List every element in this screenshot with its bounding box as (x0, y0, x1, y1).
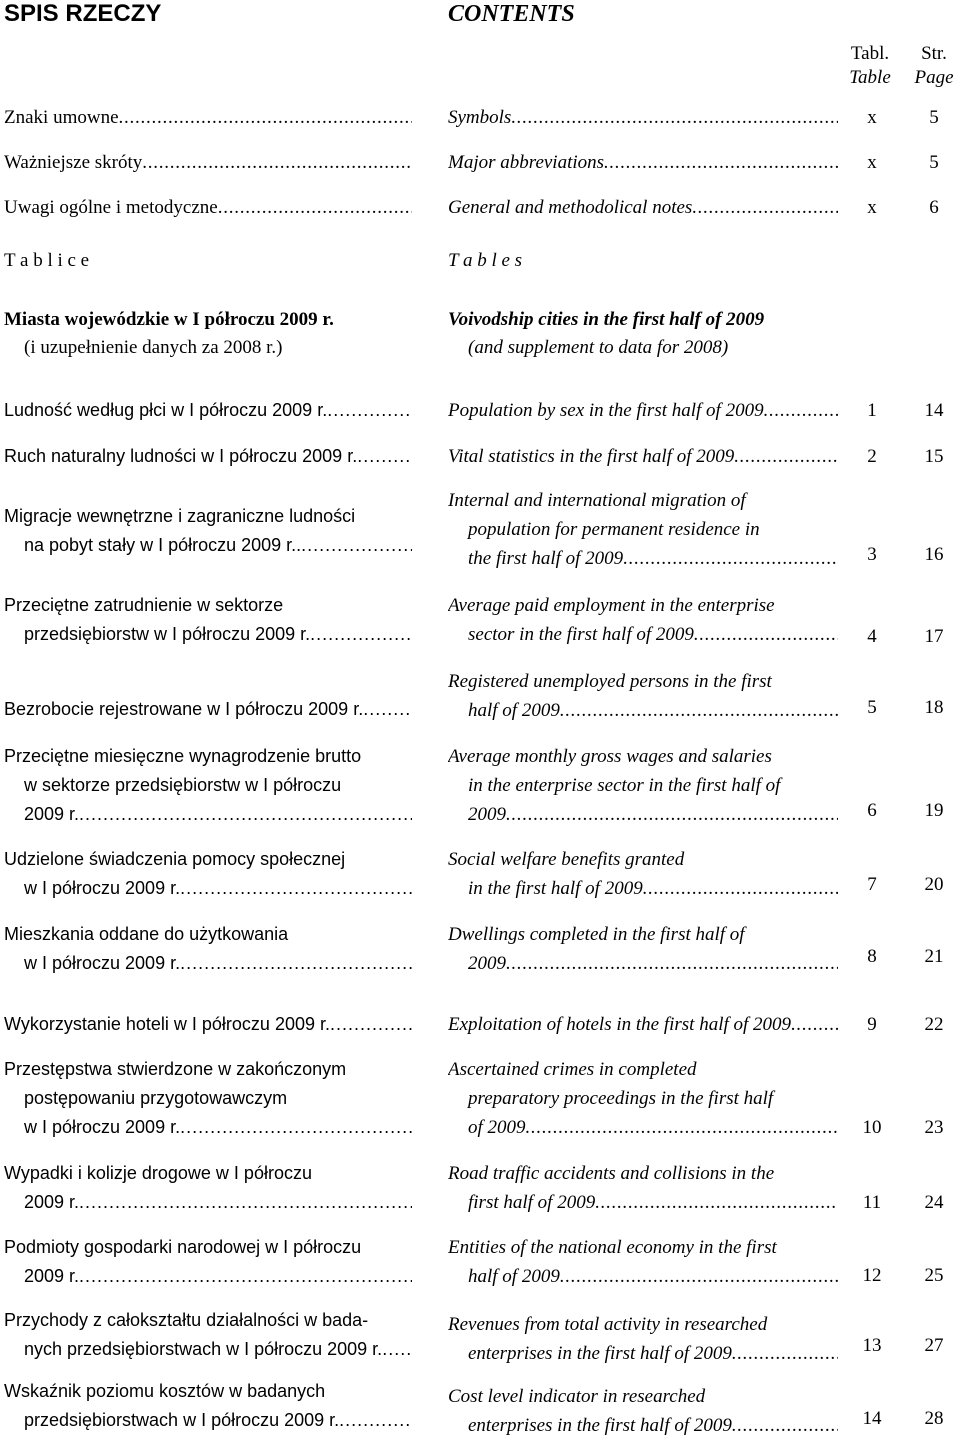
entry-pl-13[interactable] (4, 1306, 412, 1364)
entry-pl-11-line (4, 1159, 412, 1188)
entry-en-9-line (448, 1010, 838, 1039)
entry-pl-10-text: postępowaniu przygotowawczym (24, 1088, 288, 1108)
entry-pl-14[interactable] (4, 1377, 412, 1435)
entry-en-12[interactable] (448, 1233, 838, 1291)
table-number[interactable]: 4 (867, 626, 877, 647)
entry-pl-5[interactable] (4, 695, 412, 724)
dot-leader (694, 620, 838, 649)
intro-en-line (448, 103, 838, 132)
column-head-page (904, 42, 960, 90)
dot-leader (604, 148, 838, 177)
entry-pl-9-line (4, 1010, 412, 1039)
entry-en-8[interactable] (448, 920, 838, 978)
section-heading-en-line2: (and supplement to data for 2008) (468, 337, 729, 358)
page-number[interactable]: 17 (924, 626, 944, 647)
page-number[interactable]: 28 (924, 1408, 944, 1429)
intro-en-2[interactable] (448, 193, 838, 222)
entry-en-6-text: Average monthly gross wages and salaries (448, 746, 772, 767)
entry-en-8-text: 2009 (468, 953, 506, 974)
dot-leader (506, 949, 838, 978)
table-number[interactable]: 10 (862, 1117, 882, 1138)
entry-en-14-text: Cost level indicator in researched (448, 1386, 706, 1407)
dot-leader (142, 148, 412, 177)
intro-pl-2-line (4, 193, 412, 222)
entry-pl-9[interactable] (4, 1010, 412, 1039)
entry-pl-10-line (4, 1055, 412, 1084)
entry-en-14-line (448, 1382, 838, 1411)
page-number[interactable]: 5 (929, 152, 939, 173)
dot-leader (330, 1010, 412, 1039)
entry-en-4-line (448, 591, 838, 620)
page-number[interactable]: 16 (924, 544, 944, 565)
dot-leader (511, 103, 838, 132)
entry-en-9[interactable] (448, 1010, 838, 1039)
entry-pl-12-text: 2009 r. (24, 1266, 80, 1286)
table-number[interactable]: x (867, 107, 877, 128)
entry-pl-8-line (4, 949, 412, 978)
section-heading-en (448, 306, 838, 362)
entry-pl-12-line (4, 1233, 412, 1262)
entry-en-7-text: in the first half of 2009 (468, 878, 643, 899)
entry-en-3-line (448, 544, 838, 573)
dot-leader (218, 193, 412, 222)
dot-leader (327, 396, 412, 425)
table-number[interactable]: 6 (867, 800, 877, 821)
entry-pl-14-line (4, 1406, 412, 1435)
intro-pl-1-line (4, 148, 412, 177)
dot-leader (339, 1406, 412, 1435)
entry-pl-8[interactable] (4, 920, 412, 978)
page-number[interactable]: 24 (924, 1192, 944, 1213)
entry-pl-4-line (4, 620, 412, 649)
entry-en-13-text: enterprises in the first half of 2009 (468, 1343, 732, 1364)
entry-en-11[interactable] (448, 1159, 838, 1217)
entry-pl-13-line (4, 1335, 412, 1364)
entry-en-14-text: enterprises in the first half of 2009 (468, 1415, 732, 1436)
entry-en-2-text: Vital statistics in the first half of 2009 (448, 446, 735, 467)
entry-en-6-line (448, 742, 838, 771)
entry-pl-11-line (4, 1188, 412, 1217)
dot-leader (732, 1339, 838, 1368)
entry-en-6[interactable] (448, 742, 838, 829)
dot-leader (734, 442, 838, 471)
entry-en-1-line (448, 396, 838, 425)
entry-pl-14-text: przedsiębiorstwach w I półroczu 2009 r. (24, 1410, 340, 1430)
entry-en-14-line (448, 1411, 838, 1440)
intro-en-0[interactable] (448, 103, 838, 132)
section-heading-pl-line2: (i uzupełnienie danych za 2008 r.) (24, 337, 283, 358)
entry-pl-6-line (4, 742, 412, 771)
entry-pl-9-text: Wykorzystanie hoteli w I półroczu 2009 r. (4, 1014, 330, 1034)
intro-pl-1-text: Ważniejsze skróty (4, 152, 143, 173)
entry-pl-10[interactable] (4, 1055, 412, 1142)
dot-leader (79, 1188, 412, 1217)
dot-leader (595, 1188, 838, 1217)
entry-pl-7-text: Udzielone świadczenia pomocy społecznej (4, 849, 346, 869)
entry-pl-6-text: w sektorze przedsiębiorstw w I półroczu (24, 775, 342, 795)
page-number[interactable]: 5 (929, 107, 939, 128)
entry-en-8-text: Dwellings completed in the first half of (448, 924, 745, 945)
page-number[interactable]: 14 (924, 400, 944, 421)
column-head-table (840, 42, 900, 90)
entry-en-11-line (448, 1159, 838, 1188)
dot-leader (301, 531, 412, 560)
entry-pl-6[interactable] (4, 742, 412, 829)
table-number[interactable]: 3 (867, 544, 877, 565)
entry-pl-4-text: przedsiębiorstw w I półroczu 2009 r. (24, 624, 311, 644)
page-number[interactable]: 21 (924, 946, 944, 967)
intro-en-line (448, 193, 838, 222)
entry-en-12-text: half of 2009 (468, 1266, 560, 1287)
entry-en-6-line (448, 771, 838, 800)
dot-leader (764, 396, 838, 425)
dot-leader (692, 193, 838, 222)
entry-pl-4[interactable] (4, 591, 412, 649)
entry-en-4-text: Average paid employment in the enterprise (448, 595, 775, 616)
dot-leader (180, 874, 412, 903)
entry-en-4-line (448, 620, 838, 649)
table-number[interactable]: 7 (867, 874, 877, 895)
intro-pl-2-text: Uwagi ogólne i metodyczne (4, 197, 218, 218)
entry-pl-12-line (4, 1262, 412, 1291)
dot-leader (560, 1262, 838, 1291)
table-number[interactable]: 14 (862, 1408, 882, 1429)
entry-en-11-text: Road traffic accidents and collisions in the (448, 1163, 775, 1184)
entry-pl-1-text: Ludność według płci w I półroczu 2009 r. (4, 400, 328, 420)
page-number[interactable]: 19 (924, 800, 944, 821)
entry-en-13-line (448, 1310, 838, 1339)
dot-leader (382, 1335, 412, 1364)
entry-en-11-text: first half of 2009 (468, 1192, 596, 1213)
entry-pl-7[interactable] (4, 845, 412, 903)
entry-en-12-line (448, 1262, 838, 1291)
entry-en-5-line (448, 696, 838, 725)
entry-pl-7-text: w I półroczu 2009 r. (24, 878, 181, 898)
intro-en-line (448, 148, 838, 177)
dot-leader (310, 620, 412, 649)
intro-en-text: General and methodolical notes (448, 197, 693, 218)
entry-en-5-text: half of 2009 (468, 700, 560, 721)
table-number[interactable]: 12 (862, 1265, 882, 1286)
entry-en-10-text: of 2009 (468, 1117, 526, 1138)
page-number[interactable]: 20 (924, 874, 944, 895)
entry-en-3-text: the first half of 2009 (468, 548, 624, 569)
column-head-table-pl: Tabl. (850, 43, 890, 64)
table-number[interactable]: 2 (867, 446, 877, 467)
entry-en-8-line (448, 949, 838, 978)
entry-pl-5-text: Bezrobocie rejestrowane w I półroczu 2009 r. (4, 699, 364, 719)
entry-pl-3-line (4, 502, 412, 531)
entry-en-13[interactable] (448, 1310, 838, 1368)
entry-pl-5-line (4, 695, 412, 724)
dot-leader (732, 1411, 838, 1440)
intro-pl-0-text: Znaki umowne (4, 107, 119, 128)
entry-pl-2-line (4, 442, 412, 471)
header-en-title: CONTENTS (448, 1, 575, 27)
intro-en-text: Symbols (448, 107, 512, 128)
dot-leader (79, 800, 412, 829)
entry-en-4[interactable] (448, 591, 838, 649)
intro-en-text: Major abbreviations (448, 152, 605, 173)
entry-pl-2[interactable] (4, 442, 412, 471)
dot-leader (560, 696, 838, 725)
entry-pl-7-line (4, 845, 412, 874)
entry-en-9-text: Exploitation of hotels in the first half of 2009 (448, 1014, 792, 1035)
entry-pl-8-text: Mieszkania oddane do użytkowania (4, 924, 289, 944)
entry-pl-3[interactable] (4, 502, 412, 560)
entry-en-6-text: in the enterprise sector in the first half of (468, 775, 781, 796)
dot-leader (526, 1113, 838, 1142)
entry-pl-2-text: Ruch naturalny ludności w I półroczu 2009 r. (4, 446, 358, 466)
page-number[interactable]: 27 (924, 1335, 944, 1356)
entry-en-5-line (448, 667, 838, 696)
dot-leader (119, 103, 412, 132)
entry-pl-11[interactable] (4, 1159, 412, 1217)
page-number[interactable]: 23 (924, 1117, 944, 1138)
entry-en-1-text: Population by sex in the first half of 2009 (448, 400, 764, 421)
table-number[interactable]: 1 (867, 400, 877, 421)
table-number[interactable]: 9 (867, 1014, 877, 1035)
entry-en-14[interactable] (448, 1382, 838, 1440)
entry-pl-3-text: Migracje wewnętrzne i zagraniczne ludności (4, 506, 356, 526)
column-head-table-en: Table (849, 67, 891, 88)
entry-pl-10-text: Przestępstwa stwierdzone w zakończonym (4, 1059, 347, 1079)
entry-pl-12[interactable] (4, 1233, 412, 1291)
entry-en-3-text: Internal and international migration of (448, 490, 746, 511)
entry-en-3-line (448, 515, 838, 544)
entry-pl-14-line (4, 1377, 412, 1406)
column-head-page-en: Page (914, 67, 954, 88)
entry-pl-10-text: w I półroczu 2009 r. (24, 1117, 181, 1137)
entry-pl-4-text: Przeciętne zatrudnienie w sektorze (4, 595, 284, 615)
entry-en-5-text: Registered unemployed persons in the first (448, 671, 772, 692)
tables-heading-pl: T a b l i c e (4, 250, 90, 271)
entry-pl-14-text: Wskaźnik poziomu kosztów w badanych (4, 1381, 326, 1401)
page-number[interactable]: 25 (924, 1265, 944, 1286)
table-number[interactable]: 11 (862, 1192, 882, 1213)
column-head-page-pl: Str. (921, 43, 947, 64)
dot-leader (363, 695, 412, 724)
page-number[interactable]: 18 (924, 697, 944, 718)
entry-en-3-text: population for permanent residence in (468, 519, 760, 540)
intro-en-1[interactable] (448, 148, 838, 177)
section-heading-pl-line1: Miasta wojewódzkie w I półroczu 2009 r. (4, 309, 334, 330)
entry-en-8-line (448, 920, 838, 949)
entry-en-13-text: Revenues from total activity in researched (448, 1314, 768, 1335)
dot-leader (791, 1010, 838, 1039)
entry-pl-10-line (4, 1084, 412, 1113)
entry-en-1[interactable] (448, 396, 838, 425)
page-number[interactable]: 15 (924, 446, 944, 467)
entry-en-10-line (448, 1055, 838, 1084)
entry-en-7-text: Social welfare benefits granted (448, 849, 685, 870)
dot-leader (643, 874, 838, 903)
table-number[interactable]: x (867, 197, 877, 218)
entry-pl-13-line (4, 1306, 412, 1335)
dot-leader (623, 544, 838, 573)
entry-en-2-line (448, 442, 838, 471)
page-number[interactable]: 6 (929, 197, 939, 218)
page-number[interactable]: 22 (924, 1014, 944, 1035)
table-number[interactable]: 8 (867, 946, 877, 967)
entry-en-3-line (448, 486, 838, 515)
entry-en-7-line (448, 874, 838, 903)
entry-pl-4-line (4, 591, 412, 620)
entry-en-6-line (448, 800, 838, 829)
entry-pl-6-text: Przeciętne miesięczne wynagrodzenie brutto (4, 746, 362, 766)
tables-heading-en: T a b l e s (448, 250, 523, 271)
entry-pl-13-text: nych przedsiębiorstwach w I półroczu 2009 r. (24, 1339, 383, 1359)
dot-leader (79, 1262, 412, 1291)
entry-en-7-line (448, 845, 838, 874)
dot-leader (180, 949, 412, 978)
entry-en-5[interactable] (448, 667, 838, 725)
entry-pl-1-line (4, 396, 412, 425)
table-number[interactable]: 13 (862, 1335, 882, 1356)
entry-pl-8-text: w I półroczu 2009 r. (24, 953, 181, 973)
entry-pl-11-text: 2009 r. (24, 1192, 80, 1212)
intro-pl-2[interactable] (4, 193, 412, 222)
entry-pl-3-text: na pobyt stały w I półroczu 2009 r.. (24, 535, 302, 555)
entry-en-11-line (448, 1188, 838, 1217)
entry-en-12-text: Entities of the national economy in the first (448, 1237, 777, 1258)
entry-pl-11-text: Wypadki i kolizje drogowe w I półroczu (4, 1163, 312, 1183)
section-heading-pl (4, 306, 412, 362)
table-number[interactable]: x (867, 152, 877, 173)
dot-leader (180, 1113, 412, 1142)
entry-pl-6-line (4, 800, 412, 829)
entry-pl-3-line (4, 531, 412, 560)
intro-pl-0-line (4, 103, 412, 132)
dot-leader (357, 442, 412, 471)
entry-en-2[interactable] (448, 442, 838, 471)
entry-en-10[interactable] (448, 1055, 838, 1142)
entry-pl-13-text: Przychody z całokształtu działalności w bada- (4, 1310, 369, 1330)
intro-pl-1[interactable] (4, 148, 412, 177)
entry-en-10-line (448, 1084, 838, 1113)
entry-pl-7-line (4, 874, 412, 903)
section-heading-en-line1: Voivodship cities in the first half of 2009 (448, 309, 765, 330)
entry-pl-8-line (4, 920, 412, 949)
entry-en-4-text: sector in the first half of 2009 (468, 624, 694, 645)
entry-en-7[interactable] (448, 845, 838, 903)
entry-en-10-text: Ascertained crimes in completed (448, 1059, 697, 1080)
entry-pl-6-line (4, 771, 412, 800)
entry-en-12-line (448, 1233, 838, 1262)
entry-en-10-text: preparatory proceedings in the first half (468, 1088, 774, 1109)
header-pl-title: SPIS RZECZY (4, 0, 162, 27)
entry-pl-6-text: 2009 r. (24, 804, 80, 824)
entry-pl-12-text: Podmioty gospodarki narodowej w I półroczu (4, 1237, 362, 1257)
entry-en-13-line (448, 1339, 838, 1368)
entry-pl-10-line (4, 1113, 412, 1142)
table-number[interactable]: 5 (867, 697, 877, 718)
dot-leader (506, 800, 838, 829)
entry-pl-1[interactable] (4, 396, 412, 425)
entry-en-6-text: 2009 (468, 804, 506, 825)
entry-en-10-line (448, 1113, 838, 1142)
entry-en-3[interactable] (448, 486, 838, 573)
intro-pl-0[interactable] (4, 103, 412, 132)
